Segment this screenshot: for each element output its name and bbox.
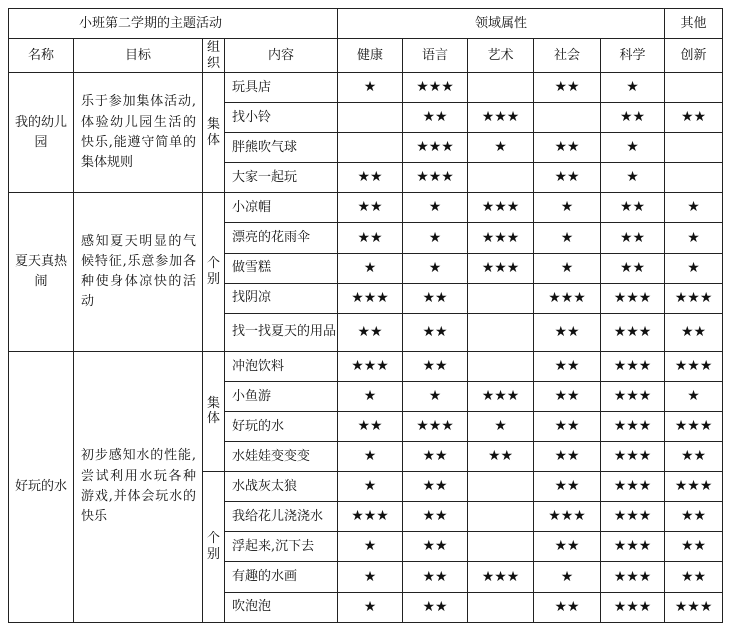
science-rating: ★★★	[601, 381, 665, 411]
language-rating: ★★	[403, 562, 468, 592]
language-rating: ★★	[403, 502, 468, 532]
society-rating: ★★	[534, 592, 601, 622]
language-rating: ★★	[403, 103, 468, 133]
innovation-rating: ★	[665, 253, 723, 283]
table-row	[9, 73, 723, 103]
science-rating: ★	[601, 73, 665, 103]
society-rating: ★★	[534, 313, 601, 351]
science-rating: ★★★	[601, 283, 665, 313]
activity-content: 我给花儿浇浇水	[225, 502, 338, 532]
language-rating: ★	[403, 223, 468, 253]
art-rating: ★★★	[468, 193, 534, 223]
science-rating: ★★	[601, 103, 665, 133]
innovation-rating: ★★★	[665, 472, 723, 502]
activity-content: 漂亮的花雨伞	[225, 223, 338, 253]
activity-content: 吹泡泡	[225, 592, 338, 622]
activity-content: 水娃娃变变变	[225, 442, 338, 472]
innovation-rating	[665, 133, 723, 163]
header-row-2	[9, 39, 723, 73]
society-rating	[534, 103, 601, 133]
health-rating: ★★	[338, 411, 403, 441]
science-rating: ★★	[601, 223, 665, 253]
art-rating: ★★★	[468, 381, 534, 411]
domain-group-header: 领域属性	[338, 9, 665, 39]
col-content-header: 内容	[225, 39, 338, 73]
innovation-rating: ★★	[665, 313, 723, 351]
col-health-header: 健康	[338, 39, 403, 73]
language-rating: ★★	[403, 532, 468, 562]
header-row-1	[9, 9, 723, 39]
society-rating: ★★★	[534, 502, 601, 532]
society-rating: ★★	[534, 163, 601, 193]
health-rating: ★	[338, 442, 403, 472]
society-rating: ★★	[534, 133, 601, 163]
language-rating: ★	[403, 253, 468, 283]
science-rating: ★★★	[601, 592, 665, 622]
health-rating	[338, 103, 403, 133]
innovation-rating	[665, 163, 723, 193]
art-rating: ★★★	[468, 223, 534, 253]
innovation-rating: ★★	[665, 442, 723, 472]
innovation-rating: ★	[665, 193, 723, 223]
language-rating: ★★	[403, 472, 468, 502]
innovation-rating: ★★	[665, 532, 723, 562]
innovation-rating: ★	[665, 381, 723, 411]
table-row	[9, 351, 723, 381]
health-rating: ★	[338, 532, 403, 562]
science-rating: ★★★	[601, 502, 665, 532]
innovation-rating: ★★★	[665, 283, 723, 313]
science-rating: ★★★	[601, 532, 665, 562]
health-rating: ★	[338, 472, 403, 502]
health-rating: ★★	[338, 223, 403, 253]
innovation-rating: ★★	[665, 502, 723, 532]
science-rating: ★★★	[601, 562, 665, 592]
society-rating: ★★	[534, 442, 601, 472]
society-rating: ★★	[534, 351, 601, 381]
art-rating: ★	[468, 411, 534, 441]
art-rating: ★★★	[468, 562, 534, 592]
activity-content: 大家一起玩	[225, 163, 338, 193]
art-rating: ★★★	[468, 103, 534, 133]
health-rating: ★★★	[338, 351, 403, 381]
society-rating: ★★	[534, 381, 601, 411]
theme-goal: 初步感知水的性能,尝试利用水玩各种游戏,并体会玩水的快乐	[74, 351, 203, 622]
language-rating: ★★	[403, 351, 468, 381]
art-rating: ★★	[468, 442, 534, 472]
science-rating: ★	[601, 133, 665, 163]
science-rating: ★★	[601, 193, 665, 223]
theme-name: 夏天真热闹	[9, 193, 74, 351]
health-rating: ★	[338, 592, 403, 622]
science-rating: ★	[601, 163, 665, 193]
art-rating	[468, 283, 534, 313]
col-language-header: 语言	[403, 39, 468, 73]
other-group-header: 其他	[665, 9, 723, 39]
language-rating: ★★	[403, 283, 468, 313]
art-rating	[468, 592, 534, 622]
col-art-header: 艺术	[468, 39, 534, 73]
art-rating: ★	[468, 133, 534, 163]
col-science-header: 科学	[601, 39, 665, 73]
science-rating: ★★★	[601, 313, 665, 351]
society-rating: ★	[534, 562, 601, 592]
col-society-header: 社会	[534, 39, 601, 73]
art-rating: ★★★	[468, 253, 534, 283]
health-rating: ★★★	[338, 502, 403, 532]
activity-content: 水战灰太狼	[225, 472, 338, 502]
table-title: 小班第二学期的主题活动	[9, 9, 338, 39]
society-rating: ★★	[534, 73, 601, 103]
language-rating: ★★★	[403, 163, 468, 193]
activity-content: 有趣的水画	[225, 562, 338, 592]
society-rating: ★★	[534, 411, 601, 441]
organization-type: 个别	[203, 193, 225, 351]
art-rating	[468, 73, 534, 103]
activity-content: 胖熊吹气球	[225, 133, 338, 163]
society-rating: ★★	[534, 532, 601, 562]
activity-content: 做雪糕	[225, 253, 338, 283]
activity-content: 找阴凉	[225, 283, 338, 313]
table-row	[9, 193, 723, 223]
art-rating	[468, 532, 534, 562]
activity-content: 玩具店	[225, 73, 338, 103]
col-innovation-header: 创新	[665, 39, 723, 73]
health-rating: ★★★	[338, 283, 403, 313]
activity-content: 冲泡饮料	[225, 351, 338, 381]
science-rating: ★★★	[601, 442, 665, 472]
society-rating: ★	[534, 193, 601, 223]
science-rating: ★★★	[601, 472, 665, 502]
society-rating: ★	[534, 223, 601, 253]
health-rating: ★★	[338, 163, 403, 193]
theme-goal: 乐于参加集体活动,体验幼儿园生活的快乐,能遵守简单的集体规则	[74, 73, 203, 193]
activity-content: 找小铃	[225, 103, 338, 133]
theme-name: 我的幼儿园	[9, 73, 74, 193]
innovation-rating: ★★★	[665, 592, 723, 622]
language-rating: ★★★	[403, 411, 468, 441]
innovation-rating: ★	[665, 223, 723, 253]
innovation-rating	[665, 73, 723, 103]
language-rating: ★★	[403, 313, 468, 351]
activity-content: 好玩的水	[225, 411, 338, 441]
health-rating: ★	[338, 73, 403, 103]
organization-type: 集体	[203, 73, 225, 193]
science-rating: ★★★	[601, 411, 665, 441]
art-rating	[468, 351, 534, 381]
art-rating	[468, 163, 534, 193]
health-rating: ★	[338, 253, 403, 283]
theme-name: 好玩的水	[9, 351, 74, 622]
language-rating: ★	[403, 193, 468, 223]
col-goal-header: 目标	[74, 39, 203, 73]
health-rating	[338, 133, 403, 163]
innovation-rating: ★★	[665, 562, 723, 592]
society-rating: ★	[534, 253, 601, 283]
art-rating	[468, 313, 534, 351]
activity-content: 找一找夏天的用品	[225, 313, 338, 351]
language-rating: ★	[403, 381, 468, 411]
art-rating	[468, 502, 534, 532]
health-rating: ★★	[338, 193, 403, 223]
innovation-rating: ★★★	[665, 351, 723, 381]
theme-activities-table	[8, 8, 723, 623]
language-rating: ★★★	[403, 133, 468, 163]
organization-type: 个别	[203, 472, 225, 622]
health-rating: ★	[338, 381, 403, 411]
activity-content: 小凉帽	[225, 193, 338, 223]
health-rating: ★	[338, 562, 403, 592]
activity-content: 浮起来,沉下去	[225, 532, 338, 562]
innovation-rating: ★★	[665, 103, 723, 133]
col-org-header: 组织	[203, 39, 225, 73]
language-rating: ★★	[403, 592, 468, 622]
activity-content: 小鱼游	[225, 381, 338, 411]
science-rating: ★★	[601, 253, 665, 283]
art-rating	[468, 472, 534, 502]
society-rating: ★★	[534, 472, 601, 502]
language-rating: ★★★	[403, 73, 468, 103]
society-rating: ★★★	[534, 283, 601, 313]
innovation-rating: ★★★	[665, 411, 723, 441]
language-rating: ★★	[403, 442, 468, 472]
organization-type: 集体	[203, 351, 225, 471]
science-rating: ★★★	[601, 351, 665, 381]
theme-goal: 感知夏天明显的气候特征,乐意参加各种使身体凉快的活动	[74, 193, 203, 351]
health-rating: ★★	[338, 313, 403, 351]
col-name-header: 名称	[9, 39, 74, 73]
